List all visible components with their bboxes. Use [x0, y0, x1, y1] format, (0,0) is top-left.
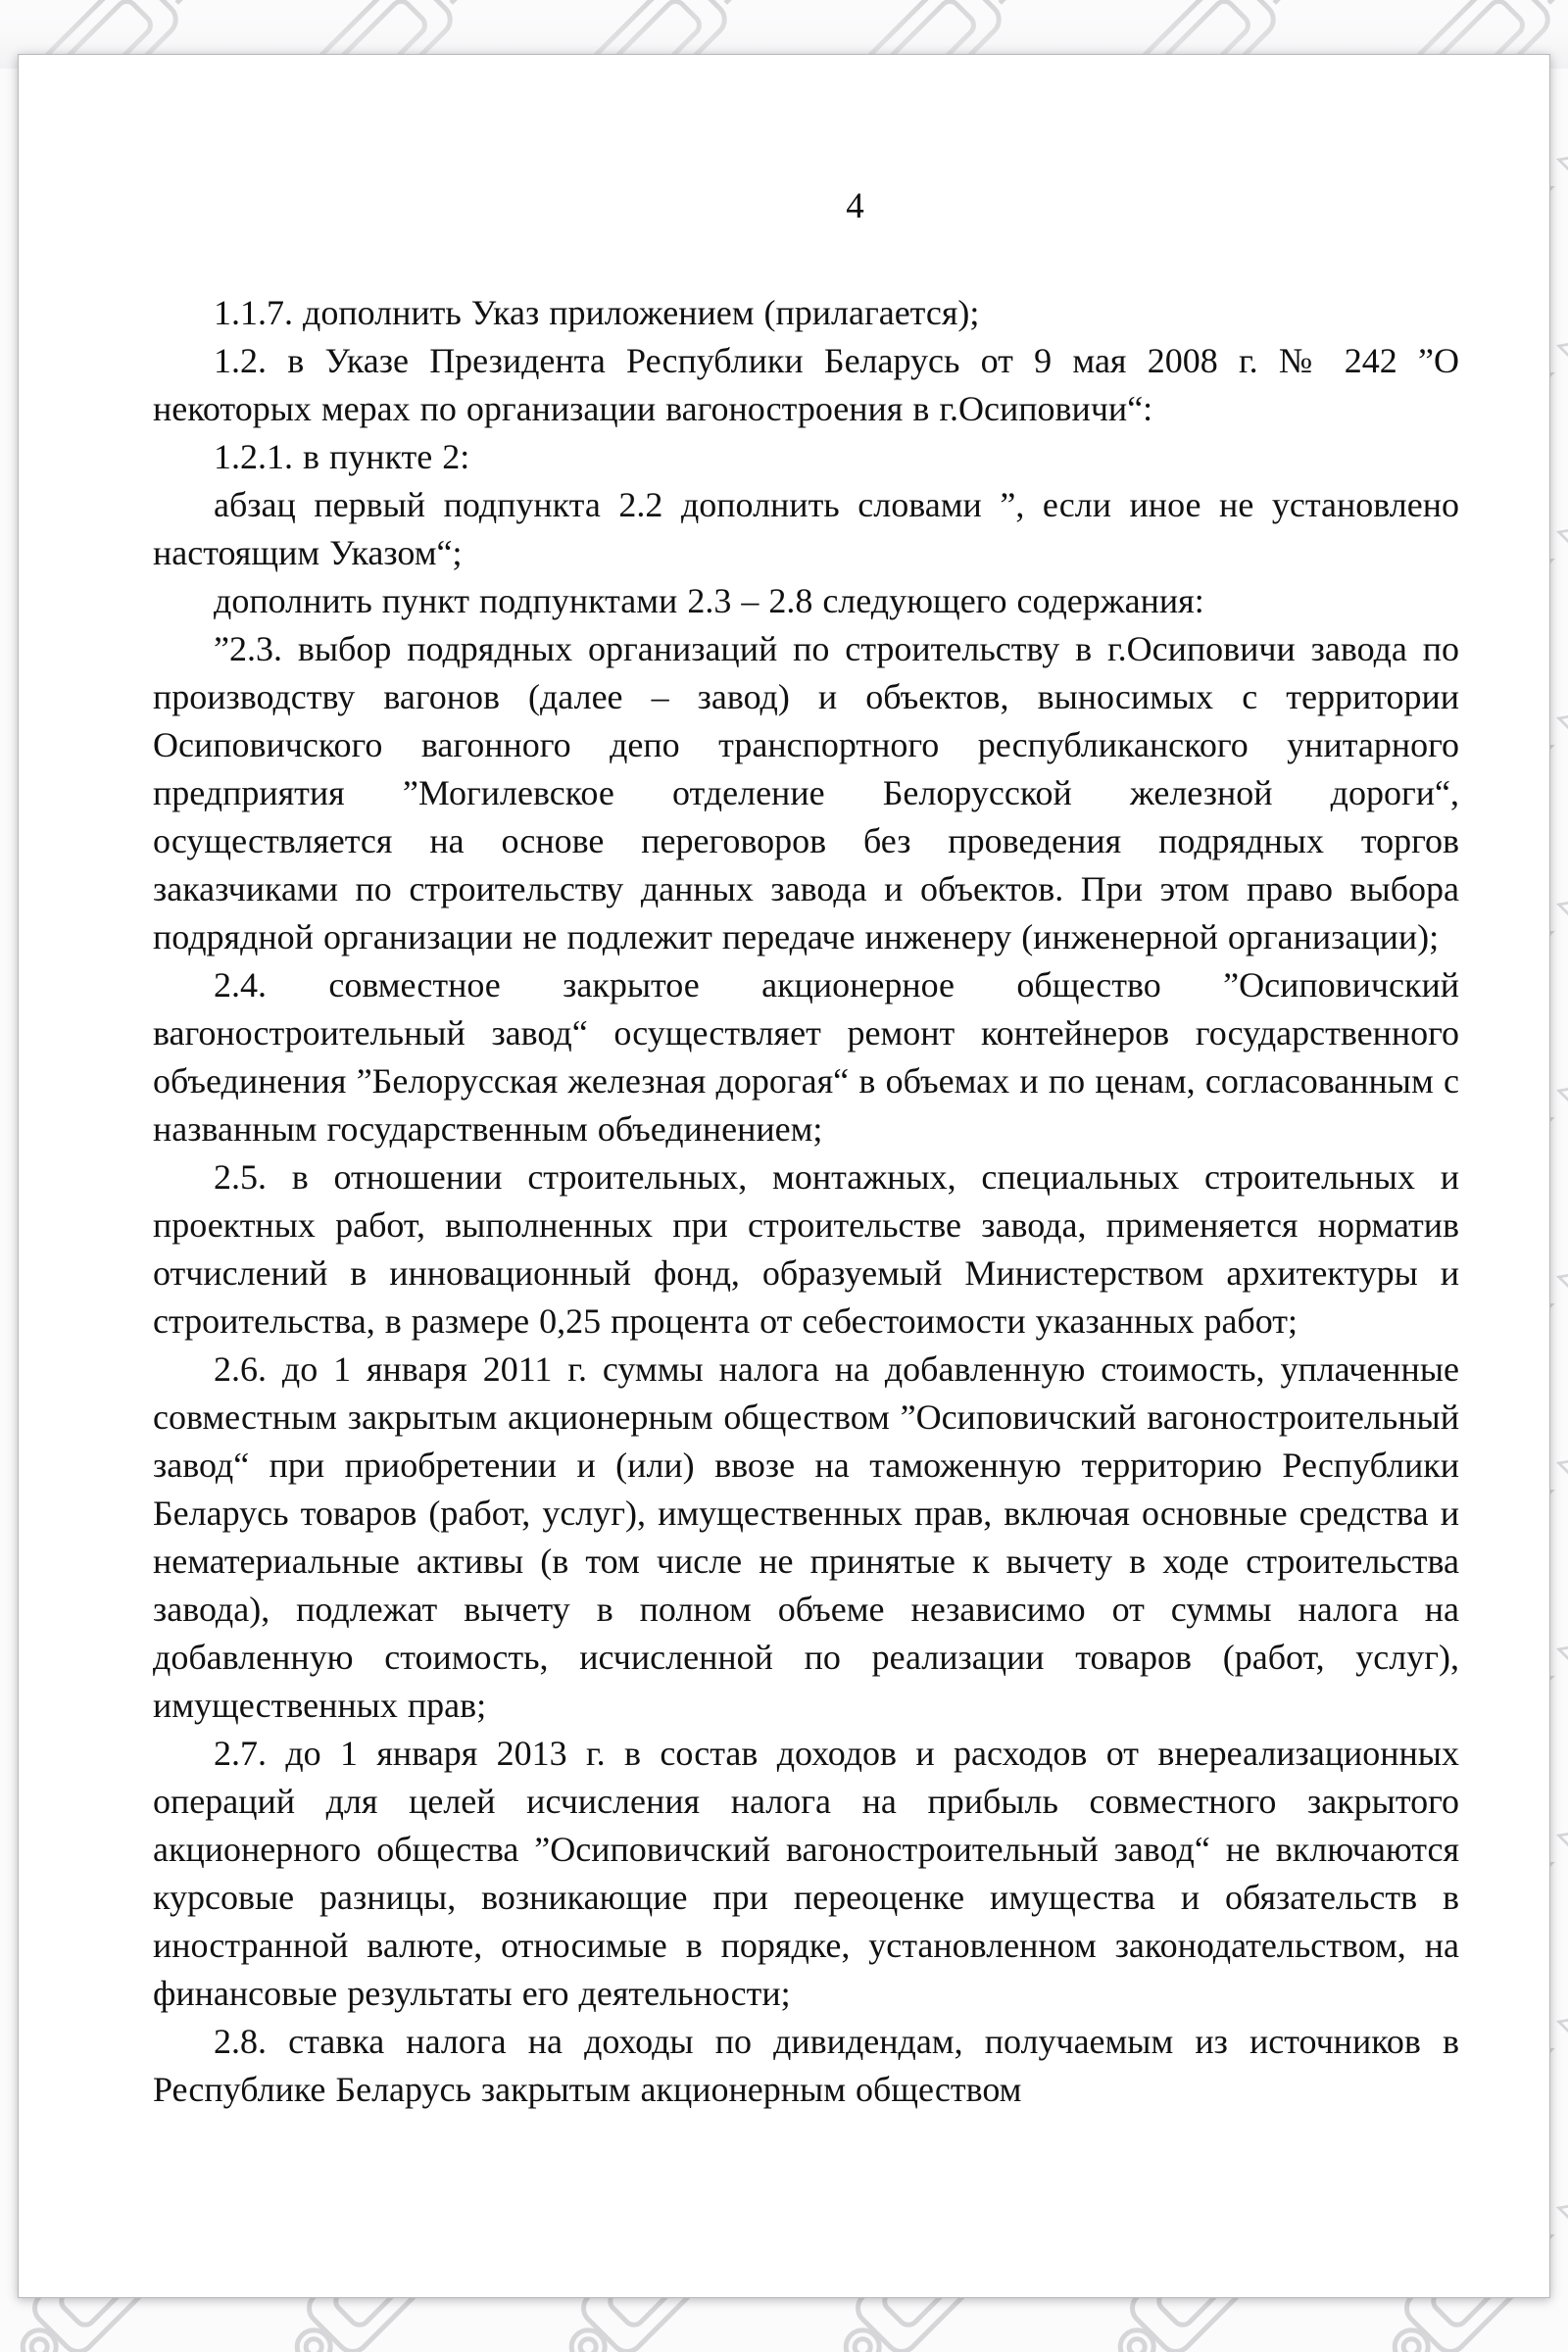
document-page [18, 54, 1550, 2298]
paragraph: 2.5. в отношении строительных, монтажных, специальных строительных и проектных работ, выполненных при строительстве завода, применяется норматив отчислений в инновационный фонд, образуемый Министерством архитектуры и строительства, в размере 0,25 процента от себестоимости указанных работ; [153, 1157, 1459, 1341]
paragraph: дополнить пункт подпунктами 2.3 – 2.8 следующего содержания: [214, 581, 1204, 620]
page-number: 4 [846, 186, 864, 226]
paragraph: 1.2. в Указе Президента Республики Беларусь от 9 мая 2008 г. № 242 ”О некоторых мерах по организации вагоностроения в г.Осиповичи“: [153, 341, 1459, 428]
document-body [153, 289, 1459, 2114]
paragraph: 2.6. до 1 января 2011 г. суммы налога на добавленную стоимость, уплаченные совместным закрытым акционерным обществом ”Осиповичский вагоностроительный завод“ при приобретении и (или) ввозе на таможенную территорию Республики Беларусь товаров (работ, услуг), имущественных прав, включая основные средства и нематериальные активы (в том числе не принятые к вычету в ходе строительства завода), подлежат вычету в полном объеме независимо от суммы налога на добавленную стоимость, исчисленной по реализации товаров (работ, услуг), имущественных прав; [153, 1349, 1459, 1725]
paragraph: 1.1.7. дополнить Указ приложением (прилагается); [214, 293, 980, 332]
paragraph: 1.2.1. в пункте 2: [214, 437, 470, 476]
paragraph: 2.7. до 1 января 2013 г. в состав доходов и расходов от внереализационных операций для целей исчисления налога на прибыль совместного закрытого акционерного общества ”Осиповичский вагоностроительный завод“ не включаются курсовые разницы, возникающие при переоценке имущества и обязательств в иностранной валюте, относимые в порядке, установленном законодательством, на финансовые результаты его деятельности; [153, 1734, 1459, 2013]
paragraph: 2.4. совместное закрытое акционерное общество ”Осиповичский вагоностроительный завод“ осуществляет ремонт контейнеров государственного объединения ”Белорусская железная дорогая“ в объемах и по ценам, согласованным с названным государственным объединением; [153, 965, 1459, 1149]
paragraph: 2.8. ставка налога на доходы по дивидендам, получаемым из источников в Республике Беларусь закрытым акционерным обществом [153, 2022, 1459, 2109]
paragraph: ”2.3. выбор подрядных организаций по строительству в г.Осиповичи завода по производству вагонов (далее – завод) и объектов, выносимых с территории Осиповичского вагонного депо транспортного республиканского унитарного предприятия ”Могилевское отделение Белорусской железной дороги“, осуществляется на основе переговоров без проведения подрядных торгов заказчиками по строительству данных завода и объектов. При этом право выбора подрядной организации не подлежит передаче инженеру (инженерной организации); [153, 629, 1459, 956]
paragraph: абзац первый подпункта 2.2 дополнить словами ”, если иное не установлено настоящим Указом“; [153, 485, 1459, 572]
